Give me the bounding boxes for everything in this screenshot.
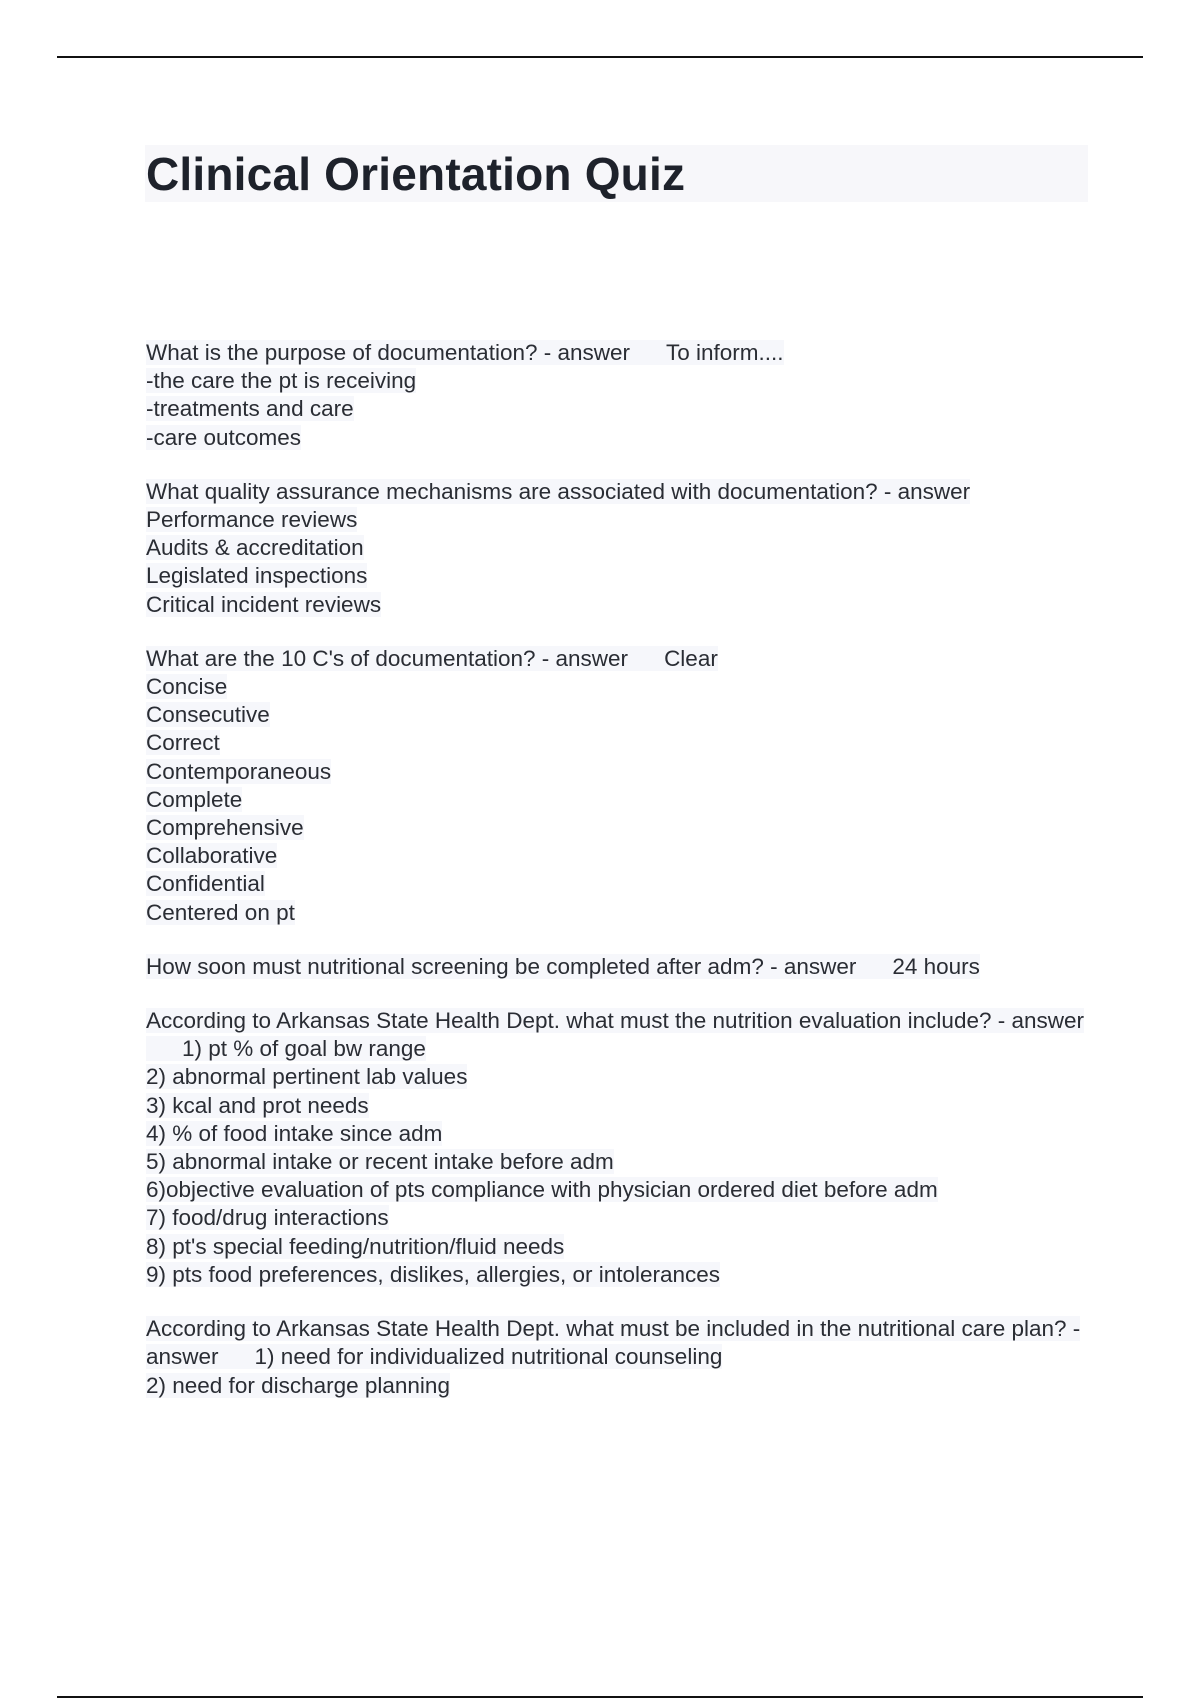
answer-line: 4) % of food intake since adm (146, 1120, 443, 1146)
answer-line: Performance reviews (146, 507, 358, 533)
answer-line: 7) food/drug interactions (146, 1205, 389, 1231)
bottom-rule (57, 1696, 1143, 1698)
question-text: What is the purpose of documentation? - answer (146, 340, 631, 365)
answer-text: To inform.... (666, 340, 784, 365)
answer-line: Complete (146, 786, 243, 812)
answer-line: 5) abnormal intake or recent intake before adm (146, 1149, 614, 1175)
question-text: According to Arkansas State Health Dept. what must be included in the nutritional care plan? - answer (146, 1316, 1081, 1370)
answer-line: Critical incident reviews (146, 591, 382, 617)
answer-line: Legislated inspections (146, 563, 368, 589)
answer-line: 8) pt's special feeding/nutrition/fluid needs (146, 1233, 565, 1259)
answer-line: Collaborative (146, 843, 278, 869)
question-text: What are the 10 C's of documentation? - answer (146, 645, 629, 671)
qa-item (146, 645, 1091, 927)
top-rule (57, 56, 1143, 58)
qa-item (146, 339, 1091, 452)
answer-line: -treatments and care (146, 396, 354, 422)
answer-line: Concise (146, 674, 228, 700)
answer-line: Consecutive (146, 702, 270, 728)
answer-text: Clear (664, 645, 718, 671)
answer-line: Contemporaneous (146, 758, 332, 784)
answer-line: 9) pts food preferences, dislikes, allergies, or intolerances (146, 1261, 721, 1287)
page-title: Clinical Orientation Quiz (146, 148, 686, 200)
answer-line: Audits & accreditation (146, 535, 364, 561)
qa-item (146, 953, 1091, 981)
answer-line: 6)objective evaluation of pts compliance with physician ordered diet before adm (146, 1177, 938, 1203)
answer-text: 24 hours (892, 953, 980, 979)
answer-line: 3) kcal and prot needs (146, 1092, 369, 1118)
answer-text: 1) pt % of goal bw range (182, 1036, 426, 1062)
answer-text: 1) need for individualized nutritional counseling (254, 1344, 723, 1370)
question-text: What quality assurance mechanisms are associated with documentation? - answer (146, 478, 971, 504)
answer-line: Comprehensive (146, 815, 304, 841)
answer-line: Confidential (146, 871, 265, 897)
question-text: How soon must nutritional screening be completed after adm? - answer (146, 953, 857, 979)
answer-line: -care outcomes (146, 424, 302, 450)
qa-item (146, 1315, 1091, 1400)
answer-line: 2) need for discharge planning (146, 1372, 450, 1398)
question-text: According to Arkansas State Health Dept. what must the nutrition evaluation include? - answer (146, 1008, 1085, 1034)
qa-item (146, 1007, 1091, 1289)
answer-line: Correct (146, 730, 220, 756)
answer-line: -the care the pt is receiving (146, 368, 417, 394)
qa-item (146, 478, 1091, 619)
quiz-content (146, 339, 1091, 1426)
answer-line: 2) abnormal pertinent lab values (146, 1064, 468, 1090)
answer-line: Centered on pt (146, 899, 295, 925)
